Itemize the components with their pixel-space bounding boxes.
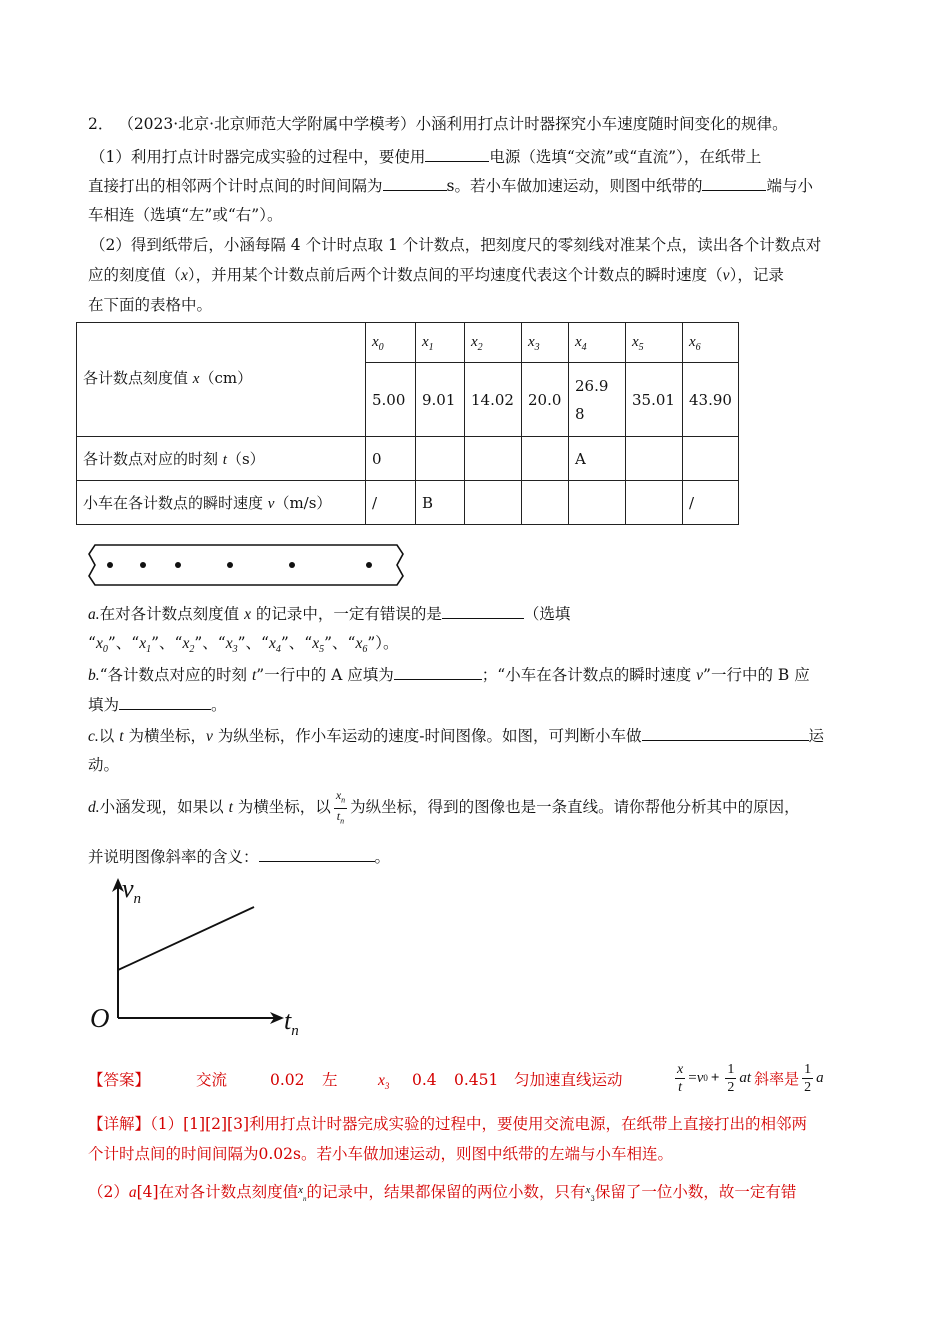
x-value: 5.00: [366, 363, 416, 437]
t-value: [683, 437, 739, 481]
subq-text: 小涵发现，如果以: [99, 798, 229, 816]
tape-dot: [107, 562, 113, 568]
part2-text: ），记录: [729, 266, 784, 284]
subq-c-line2: [88, 754, 119, 776]
paper-tape-outline: [89, 545, 403, 585]
label-text: （m/s）: [274, 494, 332, 512]
header-x1: $x_1$: [416, 323, 465, 363]
tape-dot: [140, 562, 146, 568]
explanation-text: 保留了一位小数，故一定有错: [594, 1183, 797, 1201]
slope-a: a: [816, 1069, 824, 1086]
subq-text: ）。: [375, 634, 399, 652]
v-value: [522, 481, 569, 525]
option-x1: $x_1$: [139, 635, 152, 656]
subq-letter: b.: [88, 667, 100, 684]
option-x5: $x_5$: [312, 635, 325, 656]
part1-text: 端与小: [766, 177, 813, 195]
part1-text: 直接打出的相邻两个计时点间的时间间隔为: [88, 177, 383, 195]
answer-formula: $\frac{x}{t}$ = v 0 + $\frac{1}{2}$ at 斜率是 $\frac{1}{2}$ a: [677, 1061, 824, 1095]
subq-text: 的记录中，一定有错误的是: [250, 605, 442, 623]
explanation-text: （2）: [88, 1183, 129, 1201]
answer-6: 0.451: [454, 1071, 499, 1089]
blank-time-interval[interactable]: [383, 174, 447, 191]
var-t: t: [119, 728, 124, 745]
v-value: [465, 481, 522, 525]
explanation-tag: 【详解】: [88, 1115, 151, 1133]
subq-d-line2: [88, 845, 390, 868]
tape-dot: [289, 562, 295, 568]
subq-text: ”一行中的 B 应: [703, 666, 810, 684]
subq-text: 动。: [88, 756, 120, 774]
var-t: t: [228, 799, 233, 816]
answer-tag: 【答案】: [88, 1071, 151, 1089]
blank-slope-meaning[interactable]: [259, 845, 375, 862]
graph-y-label: $v_n$: [122, 874, 142, 908]
subq-a-line2: “$x_0$”、“$x_1$”、“$x_2$”、“$x_3$”、“$x_4$”、“$x_5$”、“$x_6$”）。: [88, 634, 399, 656]
v-value: /: [366, 481, 416, 525]
subq-text: 并说明图像斜率的含义：: [88, 848, 259, 866]
v-value: [569, 481, 626, 525]
part1-text: 车相连（选填“左”或“右”）。: [88, 206, 283, 224]
part2-text: 在下面的表格中。: [88, 296, 213, 314]
t-value: A: [569, 437, 626, 481]
part1-text: 电源（选填“交流”或“直流”），在纸带上: [489, 148, 762, 166]
subq-text: 为横坐标，: [123, 727, 206, 745]
tape-dot: [175, 562, 181, 568]
t-value: [465, 437, 522, 481]
subq-text: 。: [211, 696, 227, 714]
data-table: [76, 322, 739, 525]
answer-1: 交流: [196, 1071, 228, 1089]
answer-4: $x_3$: [378, 1072, 390, 1092]
row-label-t: [77, 437, 366, 481]
subq-text: 为纵坐标，得到的图像也是一条直线。请你帮他分析其中的原因，: [350, 798, 800, 816]
explanation-text: 个计时点间的时间间隔为0.02s。若小车做加速运动，则图中纸带的左端与小车相连。: [88, 1145, 673, 1163]
blank-a-value[interactable]: [394, 663, 482, 680]
explanation-text: 的记录中，结果都保留的两位小数，只有: [306, 1183, 586, 1201]
subq-text: “各计数点对应的时刻: [99, 666, 252, 684]
var-t: t: [222, 452, 227, 468]
part2-line1: [90, 234, 821, 256]
option-x3: $x_3$: [225, 635, 238, 656]
var-x: x: [244, 606, 251, 623]
part2-text: （2）得到纸带后，小涵每隔 4 个计时点取 1 个计数点，把刻度尺的零刻线对准某个点，读出各个计数点对: [90, 236, 822, 254]
explanation-text: [4]在对各计数点刻度值: [136, 1183, 299, 1201]
part1-line3: [88, 204, 282, 226]
row-label-x: [77, 323, 366, 437]
subq-text: 在对各计数点刻度值: [99, 605, 245, 623]
label-text: （cm）: [199, 369, 253, 387]
var-v: v: [267, 496, 275, 512]
tape-dot: [366, 562, 372, 568]
x-value: 43.90: [683, 363, 739, 437]
x-value: 9.01: [416, 363, 465, 437]
t-value: [626, 437, 683, 481]
header-x4: $x_4$: [569, 323, 626, 363]
var-x: x: [181, 267, 188, 284]
header-x5: $x_5$: [626, 323, 683, 363]
explanation-line2: [88, 1143, 673, 1165]
blank-error-value[interactable]: [442, 602, 524, 619]
var-x: x: [192, 371, 200, 387]
tape-dot: [227, 562, 233, 568]
question-number: 2．: [88, 115, 114, 133]
subq-text: 填为: [88, 696, 120, 714]
subq-d-line1: [88, 787, 800, 828]
label-text: 各计数点对应的时刻: [83, 450, 223, 468]
part2-text: ），并用某个计数点前后两个计数点间的平均速度代表这个计数点的瞬时速度（: [187, 266, 723, 284]
subq-b-line1: [88, 663, 810, 687]
subq-text: ；“小车在各计数点的瞬时速度: [481, 666, 697, 684]
part1-line1: [90, 145, 761, 168]
var-xn: x: [298, 1184, 303, 1196]
part2-text: 应的刻度值（: [88, 266, 182, 284]
v-value: /: [683, 481, 739, 525]
subq-text: 。: [374, 848, 391, 866]
slope-text: 斜率是: [754, 1071, 800, 1088]
t-value: [522, 437, 569, 481]
formula-half: $\frac{1}{2}$: [727, 1061, 735, 1095]
formula-equals: =: [688, 1069, 697, 1086]
option-x4: $x_4$: [268, 635, 281, 656]
subq-text: 以: [98, 727, 120, 745]
question-source: （2023·北京·北京师范大学附属中学模考）小涵利用打点计时器探究小车速度随时间变化的规律。: [118, 115, 788, 133]
x-value-x4: 26.9 8: [569, 363, 626, 437]
t-value: [416, 437, 465, 481]
subq-b-line2: [88, 693, 227, 716]
header-x2: $x_2$: [465, 323, 522, 363]
option-x0: $x_0$: [95, 635, 108, 656]
graph-x-label: $t_n$: [284, 1006, 299, 1040]
x-value: 20.0: [522, 363, 569, 437]
answer-3: 左: [322, 1071, 338, 1089]
subq-text: （选填: [523, 605, 571, 623]
blank-tape-end[interactable]: [702, 174, 766, 191]
subq-text: 运: [808, 727, 825, 745]
answer-7: 匀加速直线运动: [514, 1071, 623, 1089]
paper-tape-figure: [88, 541, 408, 589]
x-value: 35.01: [626, 363, 683, 437]
blank-b-value[interactable]: [119, 693, 211, 710]
var-v: v: [722, 267, 730, 284]
blank-power-source[interactable]: [425, 145, 489, 162]
explanation-text: （1）[1][2][3]利用打点计时器完成实验的过程中，要使用交流电源，在纸带上直接打出的相邻两: [150, 1115, 807, 1133]
t-value: 0: [366, 437, 416, 481]
formula-x-over-t: $\frac{x}{t}$: [677, 1061, 684, 1095]
graph-origin: O: [90, 1003, 110, 1033]
formula-v0: v: [696, 1069, 704, 1086]
subq-a-line1: [88, 602, 570, 626]
row-label-v: [77, 481, 366, 525]
header-x0: $x_0$: [366, 323, 416, 363]
x-value: 14.02: [465, 363, 522, 437]
velocity-line: [118, 907, 254, 970]
var-v: v: [205, 728, 213, 745]
slope-half: $\frac{1}{2}$: [804, 1061, 812, 1095]
answer-5: 0.4: [412, 1071, 437, 1089]
fraction-xn-over-tn: $\frac{x_n}{t_n}$: [335, 788, 346, 825]
part2-line3: [88, 294, 212, 316]
label-text: 各计数点刻度值: [83, 369, 193, 387]
v-value: B: [416, 481, 465, 525]
v-value: [626, 481, 683, 525]
part1-text: （1）利用打点计时器完成实验的过程中，要使用: [90, 148, 426, 166]
label-text: （s）: [226, 450, 265, 468]
subq-letter: a.: [88, 606, 100, 623]
subq-letter: c.: [88, 728, 99, 745]
subq-letter: d.: [88, 799, 100, 816]
formula-at: at: [739, 1069, 752, 1086]
blank-motion-type[interactable]: [642, 724, 809, 741]
question-header: [88, 113, 788, 135]
header-x6: $x_6$: [683, 323, 739, 363]
option-x6: $x_6$: [355, 635, 368, 656]
formula-plus: +: [710, 1069, 720, 1086]
subq-text: 为纵坐标，作小车运动的速度-时间图像。如图，可判断小车做: [212, 727, 642, 745]
part1-line2: [88, 174, 813, 197]
label-text: 小车在各计数点的瞬时速度: [83, 494, 268, 512]
explanation-line1: [88, 1113, 807, 1135]
subq-c-line1: [88, 724, 824, 748]
subq-text: ”一行中的 A 应填为: [256, 666, 394, 684]
part2-line2: [88, 264, 784, 287]
var-x3: x: [585, 1184, 591, 1196]
var-v: v: [696, 667, 704, 684]
option-x2: $x_2$: [182, 635, 195, 656]
header-x3: $x_3$: [522, 323, 569, 363]
explanation-letter: a: [128, 1184, 137, 1201]
part1-text: s。若小车做加速运动，则图中纸带的: [446, 177, 703, 195]
explanation-line3: （2）a[4]在对各计数点刻度值$^x_n$的记录中，结果都保留的两位小数，只有$^x_3$保留了一位小数，故一定有错: [88, 1183, 797, 1204]
subq-text: 为横坐标，以: [232, 798, 331, 816]
answer-2: 0.02: [270, 1071, 305, 1089]
var-t: t: [251, 667, 257, 684]
